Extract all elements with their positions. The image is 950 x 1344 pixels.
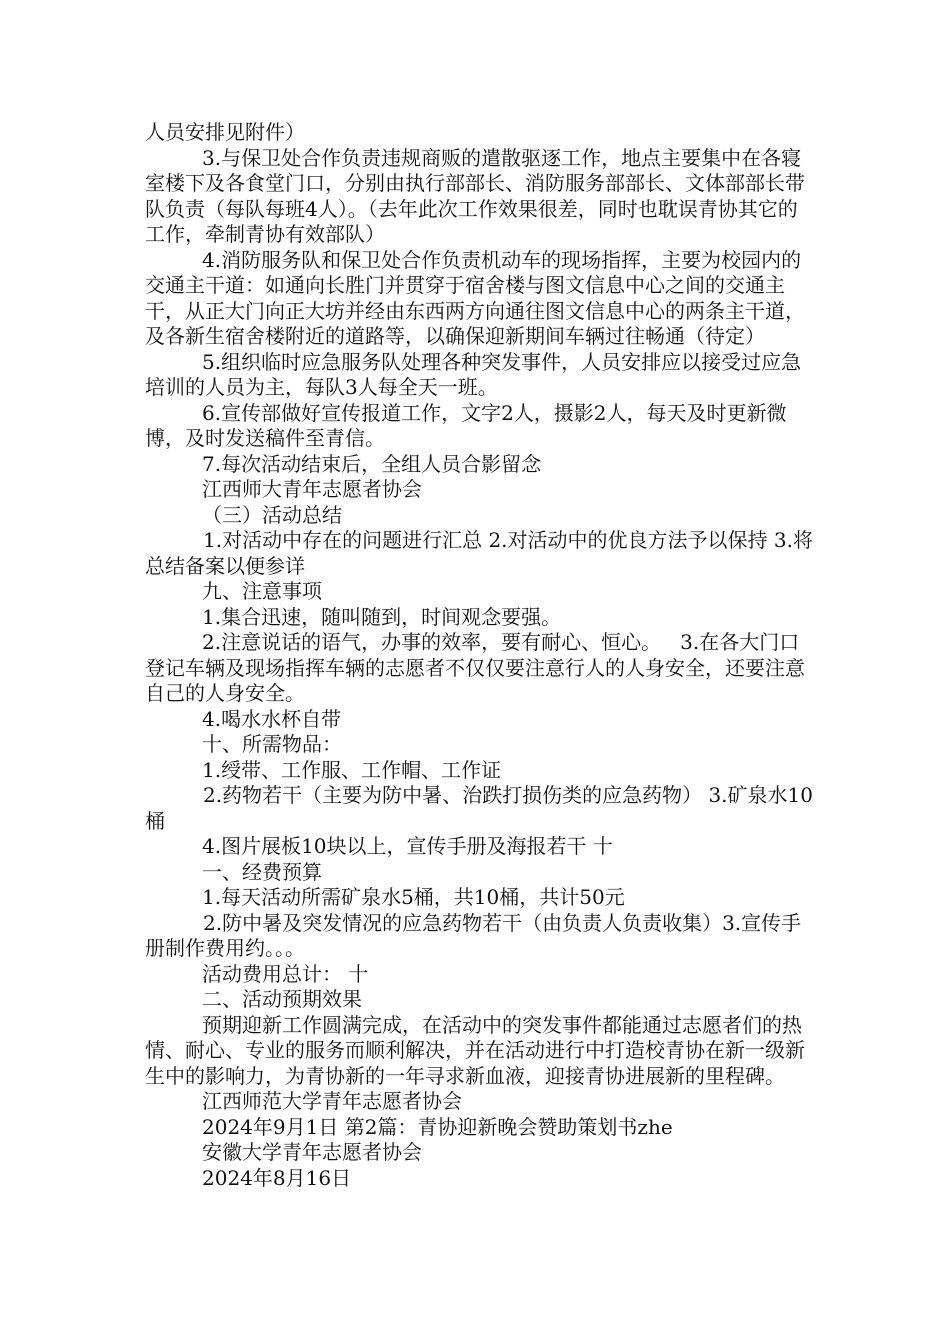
signature-organization: 江西师范大学青年志愿者协会 (202, 1089, 462, 1113)
paragraph-3: 4.消防服务队和保卫处合作负责机动车的现场指挥，主要为校园内的交通主干道：如通向长胜门并贯穿于宿舍楼与图文信息中心之间的交通主干，从正大门向正大坊并经由东西两方向通往图文信息中心的两条主干道，及各新生宿舍楼附近的道路等，以确保迎新期间车辆过往畅通（待定） (145, 247, 805, 348)
section-heading-expected-effect: 二、活动预期效果 (202, 987, 362, 1011)
section-heading-budget: 一、经费预算 (202, 859, 322, 884)
section-heading-supplies: 十、所需物品： (202, 732, 342, 756)
paragraph-16: 2.药物若干（主要为防中暑、治跌打损伤类的应急药物） 3.矿泉水10桶 (145, 783, 813, 833)
paragraph-1: 人员安排见附件） (145, 120, 305, 144)
paragraph-2: 3.与保卫处合作负责违规商贩的遣散驱逐工作，地点主要集中在各寝室楼下及各食堂门口，分别由执行部部长、消防服务部部长、文体部部长带队负责（每队每班4人）。（去年此次工作效果很差，同时也耽误青协其它的工作，牵制青协有效部队） (145, 145, 805, 246)
paragraph-15: 1.绶带、工作服、工作帽、工作证 (202, 757, 502, 782)
paragraph-23: 预期迎新工作圆满完成，在活动中的突发事件都能通过志愿者们的热情、耐心、专业的服务而顺利解决，并在活动进行中打造校青协在新一级新生中的影响力，为青协新的一年寻求新血液，迎接青协进展新的里程碑。 (145, 1012, 805, 1088)
paragraph-11: 1.集合迅速，随叫随到，时间观念要强。 (202, 604, 562, 629)
section-heading-summary: （三）活动总结 (202, 502, 342, 527)
paragraph-21: 活动费用总计： 十 (202, 961, 369, 986)
second-organization: 安徽大学青年志愿者协会 (202, 1140, 422, 1164)
paragraph-4: 5.组织临时应急服务队处理各种突发事件，人员安排应以接受过应急培训的人员为主，每队3人每全天一班。 (145, 349, 802, 399)
paragraph-5: 6.宣传部做好宣传报道工作，文字2人，摄影2人，每天及时更新微博，及时发送稿件至青信。 (145, 400, 787, 450)
paragraph-20: 2.防中暑及突发情况的应急药物若干（由负责人负责收集）3.宣传手册制作费用约。。。 (145, 910, 802, 960)
paragraph-6: 7.每次活动结束后，全组人员合影留念 (202, 451, 542, 476)
paragraph-19: 1.每天活动所需矿泉水5桶，共10桶，共计50元 (202, 885, 625, 909)
second-date: 2024年8月16日 (202, 1165, 352, 1190)
paragraph-12: 2.注意说话的语气，办事的效率，要有耐心、恒心。 3.在各大门口登记车辆及现场指挥车辆的志愿者不仅仅要注意行人的人身安全，还要注意自己的人身安全。 (145, 630, 805, 705)
signature-date: 2024年9月1日 第2篇：青协迎新晚会赞助策划书zhe (202, 1114, 673, 1139)
document-body (145, 120, 815, 1191)
paragraph-13: 4.喝水水杯自带 (202, 706, 342, 731)
paragraph-7: 江西师大青年志愿者协会 (202, 477, 422, 501)
paragraph-9: 1.对活动中存在的问题进行汇总 2.对活动中的优良方法予以保持 3.将总结备案以便参详 (145, 528, 813, 578)
paragraph-17: 4.图片展板10块以上，宣传手册及海报若干 十 (202, 834, 613, 858)
section-heading-notes: 九、注意事项 (202, 579, 322, 603)
